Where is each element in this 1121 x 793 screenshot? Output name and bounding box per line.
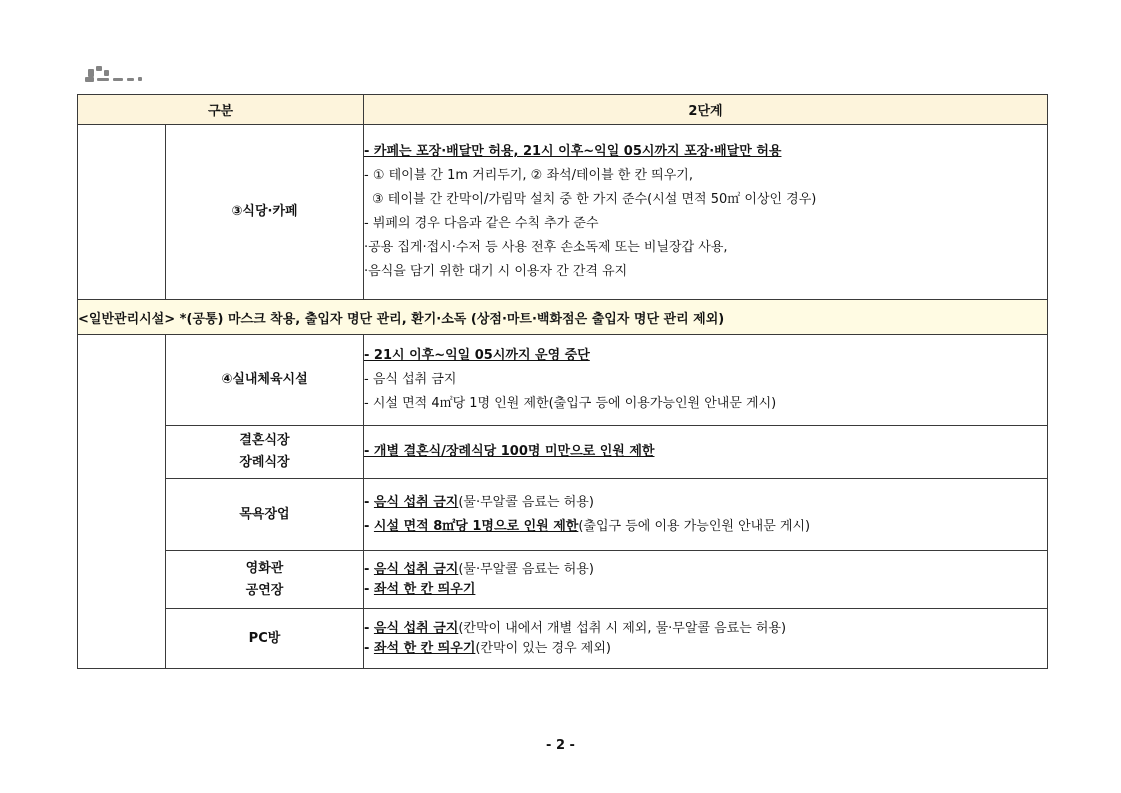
row-label-wedding	[166, 426, 364, 479]
row-detail-pc	[364, 609, 1048, 669]
header-stage: 2단계	[364, 95, 1048, 125]
page-number: - 2 -	[546, 738, 575, 753]
label-line: 장례식장	[239, 455, 290, 470]
detail-line: - 시설 면적 4㎡당 1명 인원 제한(출입구 등에 이용가능인원 안내문 게시)	[364, 396, 777, 411]
label-line: 공연장	[245, 582, 284, 598]
detail-line: ·음식을 담기 위한 대기 시 이용자 간 간격 유지	[364, 264, 628, 279]
detail-line: - 뷔페의 경우 다음과 같은 수칙 추가 준수	[364, 216, 599, 231]
detail-line: - 음식 섭취 금지(칸막이 내에서 개별 섭취 시 제외, 물·무알콜 음료는 허용)	[364, 620, 787, 636]
table-row-pc	[78, 609, 1048, 669]
row-label-cafe: ③식당·카페	[166, 125, 364, 300]
row-detail-bath	[364, 479, 1048, 551]
detail-line: - 카페는 포장·배달만 허용, 21시 이후~익일 05시까지 포장·배달만 허용	[364, 144, 782, 159]
row-label-cinema	[166, 551, 364, 609]
detail-line: - 개별 결혼식/장례식당 100명 미만으로 인원 제한	[364, 444, 655, 459]
table-row-cinema	[78, 551, 1048, 609]
detail-line: - 21시 이후~익일 05시까지 운영 중단	[364, 348, 590, 363]
detail-line: - 시설 면적 8㎡당 1명으로 인원 제한(출입구 등에 이용 가능인원 안내문 게시)	[364, 518, 811, 534]
blank-category-cell	[78, 125, 166, 300]
row-label-bath: 목욕장업	[166, 479, 364, 551]
row-label-gym: ④실내체육시설	[166, 335, 364, 426]
detail-line: - 좌석 한 칸 띄우기	[364, 581, 476, 597]
section-general-text: <일반관리시설> *(공통) 마스크 착용, 출입자 명단 관리, 환기·소독 (상점·마트·백화점은 출입자 명단 관리 제외)	[78, 300, 1048, 335]
table-row-bath	[78, 479, 1048, 551]
label-line: 영화관	[245, 560, 284, 576]
table-row-gym	[78, 335, 1048, 426]
detail-line: - 좌석 한 칸 띄우기(칸막이 있는 경우 제외)	[364, 640, 611, 656]
row-detail-cinema	[364, 551, 1048, 609]
table-header-row	[78, 95, 1048, 125]
detail-line: - ① 테이블 간 1m 거리두기, ② 좌석/테이블 한 칸 띄우기,	[364, 168, 693, 183]
label-line: 결혼식장	[239, 433, 290, 448]
row-detail-wedding	[364, 426, 1048, 479]
table-row-wedding	[78, 426, 1048, 479]
detail-line: - 음식 섭취 금지	[364, 372, 457, 387]
row-detail-cafe	[364, 125, 1048, 300]
guideline-table	[77, 94, 1048, 669]
section-row-general	[78, 300, 1048, 335]
detail-line: ③ 테이블 간 칸막이/가림막 설치 중 한 가지 준수(시설 면적 50㎡ 이상인 경우)	[372, 192, 817, 207]
header-category: 구분	[78, 95, 364, 125]
row-label-pc: PC방	[166, 609, 364, 669]
detail-line: - 음식 섭취 금지(물·무알콜 음료는 허용)	[364, 561, 594, 577]
blank-category-cell	[78, 335, 166, 669]
blurred-logo	[82, 64, 158, 84]
detail-line: ·공용 집게·접시·수저 등 사용 전후 손소독제 또는 비닐장갑 사용,	[364, 240, 728, 255]
table-row-cafe	[78, 125, 1048, 300]
detail-line: - 음식 섭취 금지(물·무알콜 음료는 허용)	[364, 494, 594, 510]
row-detail-gym	[364, 335, 1048, 426]
